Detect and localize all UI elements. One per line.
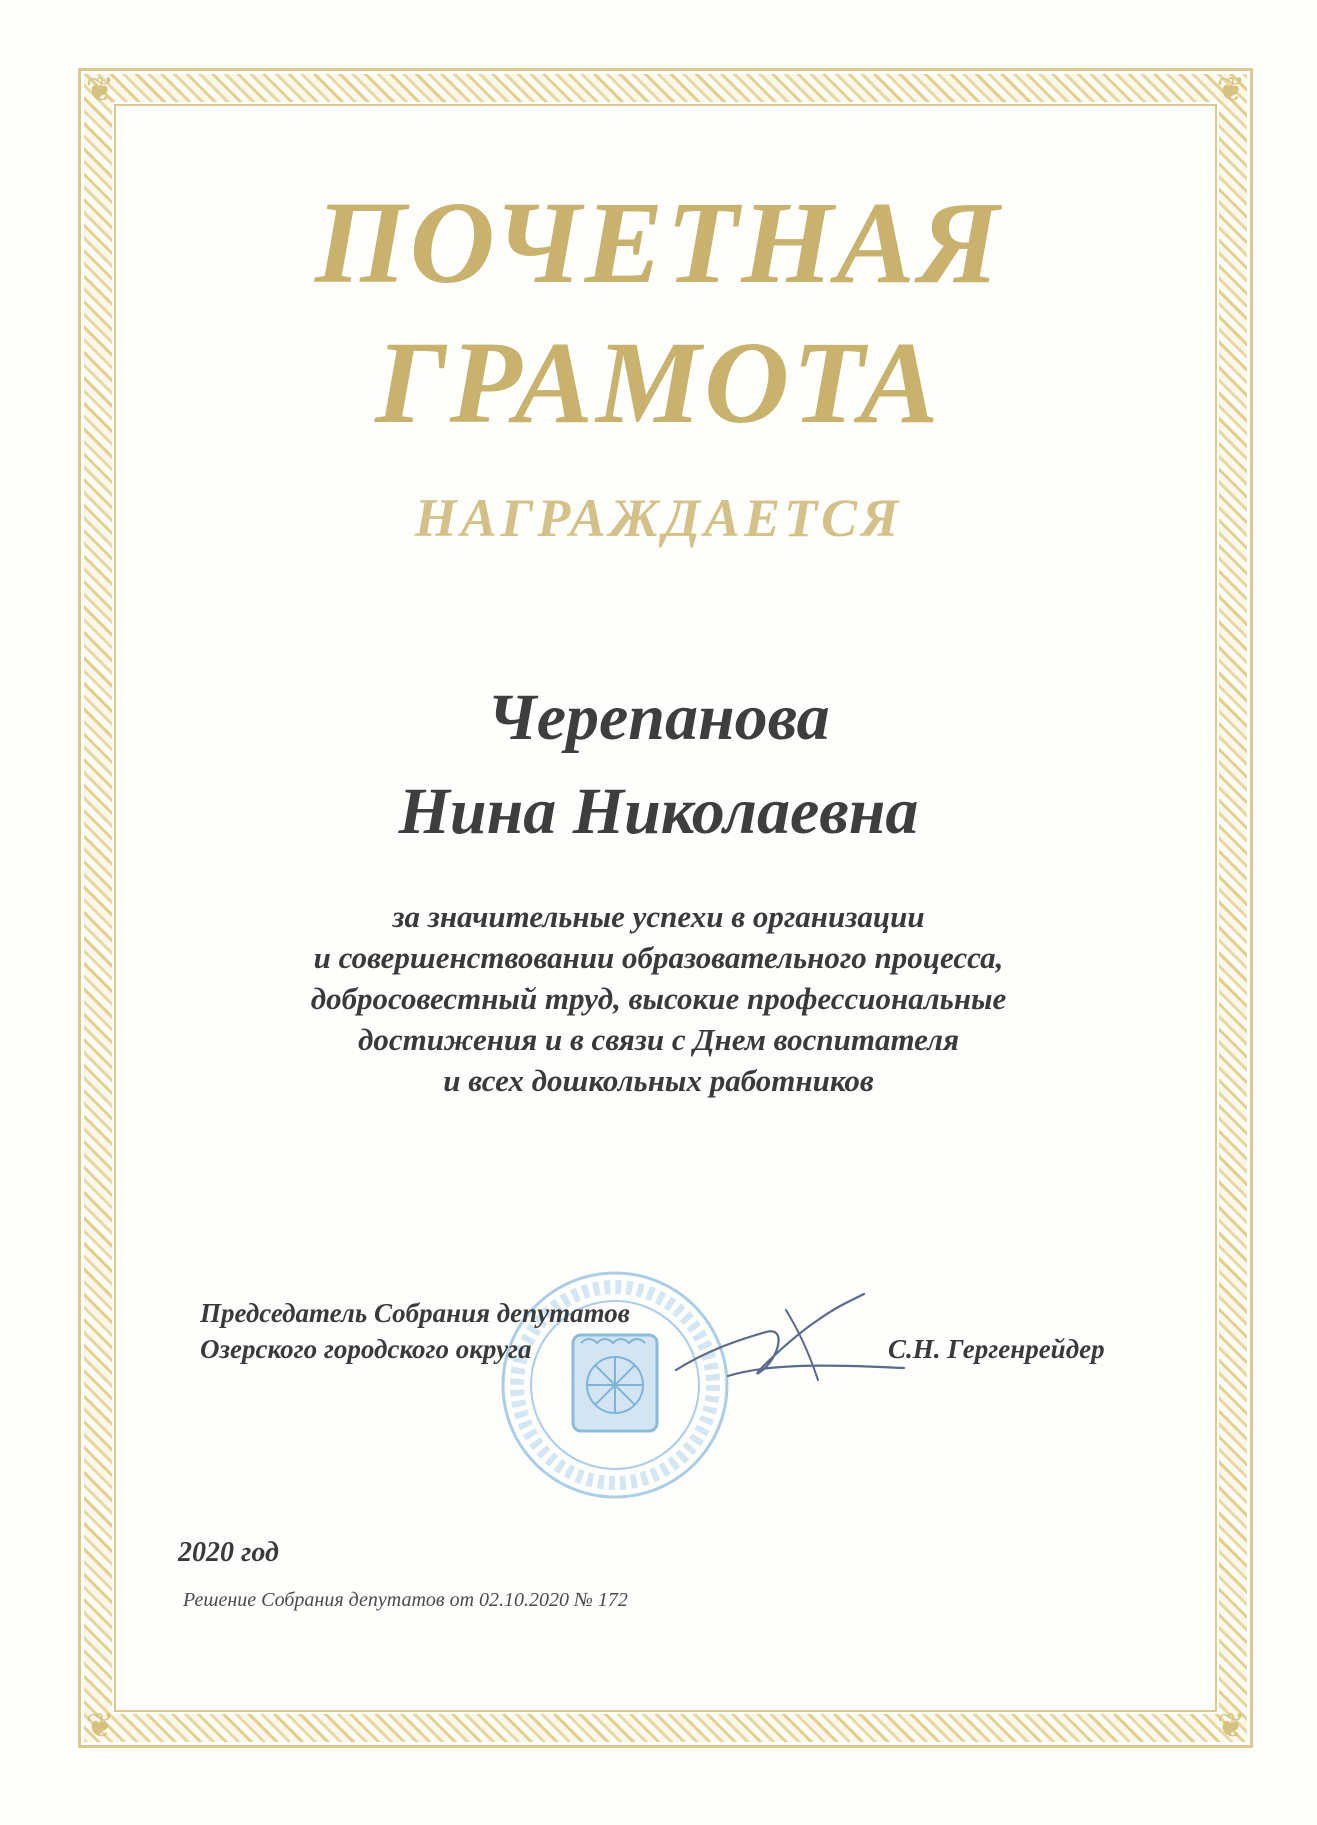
ornament-icon: ❦ <box>1216 70 1246 110</box>
awarded-heading: НАГРАЖДАЕТСЯ <box>414 488 903 548</box>
reason-line: достижения и в связи с Днем воспитателя <box>357 1022 960 1057</box>
award-year: 2020 год <box>178 1537 279 1568</box>
certificate-title-line1: ПОЧЕТНАЯ <box>314 177 1003 308</box>
reason-line: и всех дошкольных работников <box>443 1063 874 1098</box>
recipient-surname: Черепанова <box>487 681 830 754</box>
certificate-title-line2: ГРАМОТА <box>375 317 942 448</box>
ornament-icon: ❦ <box>1216 1706 1246 1746</box>
signatory-position-line: Озерского городского округа <box>200 1334 532 1364</box>
signatory-position <box>200 1295 630 1367</box>
reason-line: за значительные успехи в организации <box>392 899 925 934</box>
reason-line: добросовестный труд, высокие профессиональные <box>310 981 1007 1016</box>
decision-reference: Решение Собрания депутатов от 02.10.2020 № 172 <box>183 1589 628 1611</box>
recipient-given-names: Нина Николаевна <box>398 775 919 848</box>
ornament-icon: ❦ <box>85 1706 115 1746</box>
signatory-position-line: Председатель Собрания депутатов <box>200 1298 630 1328</box>
award-reason <box>0 896 1317 1101</box>
signatory-name: С.Н. Гергенрейдер <box>888 1334 1105 1364</box>
reason-line: и совершенствовании образовательного процесса, <box>313 940 1004 975</box>
ornament-icon: ❦ <box>85 70 115 110</box>
handwritten-signature <box>668 1280 908 1400</box>
